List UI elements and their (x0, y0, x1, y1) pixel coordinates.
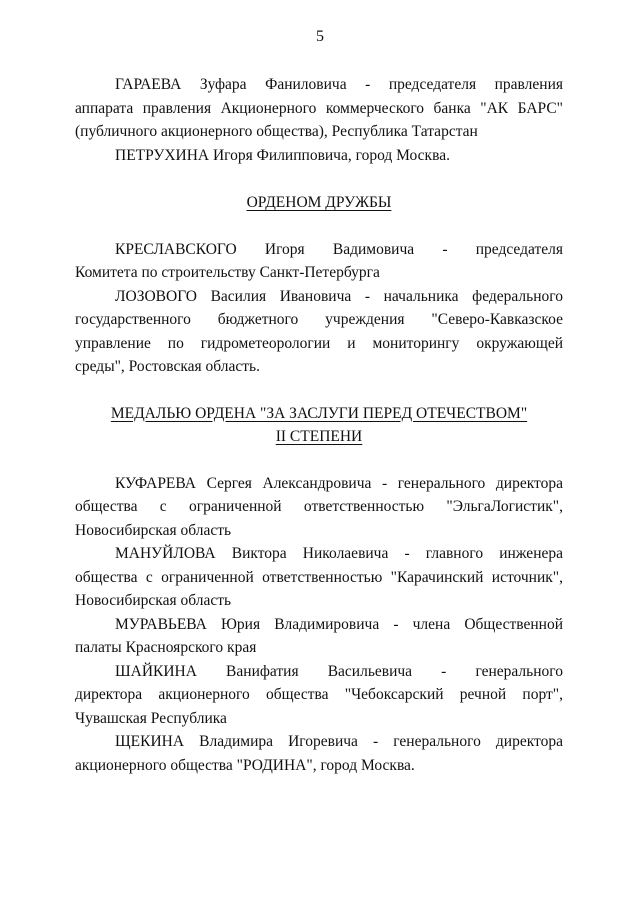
award-entry (75, 144, 563, 168)
award-entry (75, 238, 563, 285)
entry-line: государственного бюджетного учреждения "Северо-Кавказское (75, 311, 563, 328)
award-entry (75, 73, 563, 144)
entry-line: КУФАРЕВА Сергея Александровича - генерального директора (115, 474, 563, 492)
heading-line: ОРДЕНОМ ДРУЖБЫ (246, 194, 392, 211)
entry-line: ШАЙКИНА Ванифатия Васильевича - генерального (115, 662, 563, 680)
heading-line: МЕДАЛЬЮ ОРДЕНА "ЗА ЗАСЛУГИ ПЕРЕД ОТЕЧЕСТВОМ" (110, 404, 528, 422)
entry-line: акционерного общества "РОДИНА", город Москва. (75, 756, 415, 774)
entry-line: Чувашская Республика (75, 709, 227, 727)
entry-line: Новосибирская область (75, 521, 232, 539)
award-entry (75, 613, 563, 660)
award-entry (75, 542, 563, 613)
entry-line: общества с ограниченной ответственностью "Карачинский источник", (75, 568, 563, 586)
award-heading (75, 191, 563, 215)
award-entry (75, 472, 563, 543)
award-entry (75, 730, 563, 777)
entry-line: управление по гидрометеорологии и мониторингу окружающей (75, 334, 563, 352)
document-body (75, 73, 563, 777)
award-entry (75, 660, 563, 731)
award-heading (75, 402, 563, 449)
entry-line: (публичного акционерного общества), Республика Татарстан (75, 123, 478, 140)
entry-line: директора акционерного общества "Чебоксарский речной порт", (75, 686, 563, 703)
heading-line: II СТЕПЕНИ (275, 428, 363, 445)
entry-line: Комитета по строительству Санкт-Петербурга (75, 264, 380, 281)
entry-line: МУРАВЬЕВА Юрия Владимировича - члена Общественной (115, 615, 563, 633)
award-entry (75, 285, 563, 379)
entry-line: общества с ограниченной ответственностью "ЭльгаЛогистик", (75, 498, 563, 515)
entry-line: ПЕТРУХИНА Игоря Филипповича, город Москва. (115, 146, 450, 164)
entry-line: Новосибирская область (75, 592, 232, 609)
entry-line: среды", Ростовская область. (75, 358, 261, 375)
entry-line: МАНУЙЛОВА Виктора Николаевича - главного инженера (115, 545, 563, 562)
entry-line: ГАРАЕВА Зуфара Фаниловича - председателя правления (115, 76, 563, 93)
entry-line: ЛОЗОВОГО Василия Ивановича - начальника федерального (115, 287, 563, 305)
page-number: 5 (316, 28, 324, 45)
entry-line: аппарата правления Акционерного коммерческого банка "АК БАРС" (75, 99, 563, 117)
entry-line: КРЕСЛАВСКОГО Игоря Вадимовича - председателя (115, 240, 563, 258)
entry-line: палаты Красноярского края (75, 639, 257, 656)
entry-line: ЩЕКИНА Владимира Игоревича - генерального директора (115, 733, 563, 750)
